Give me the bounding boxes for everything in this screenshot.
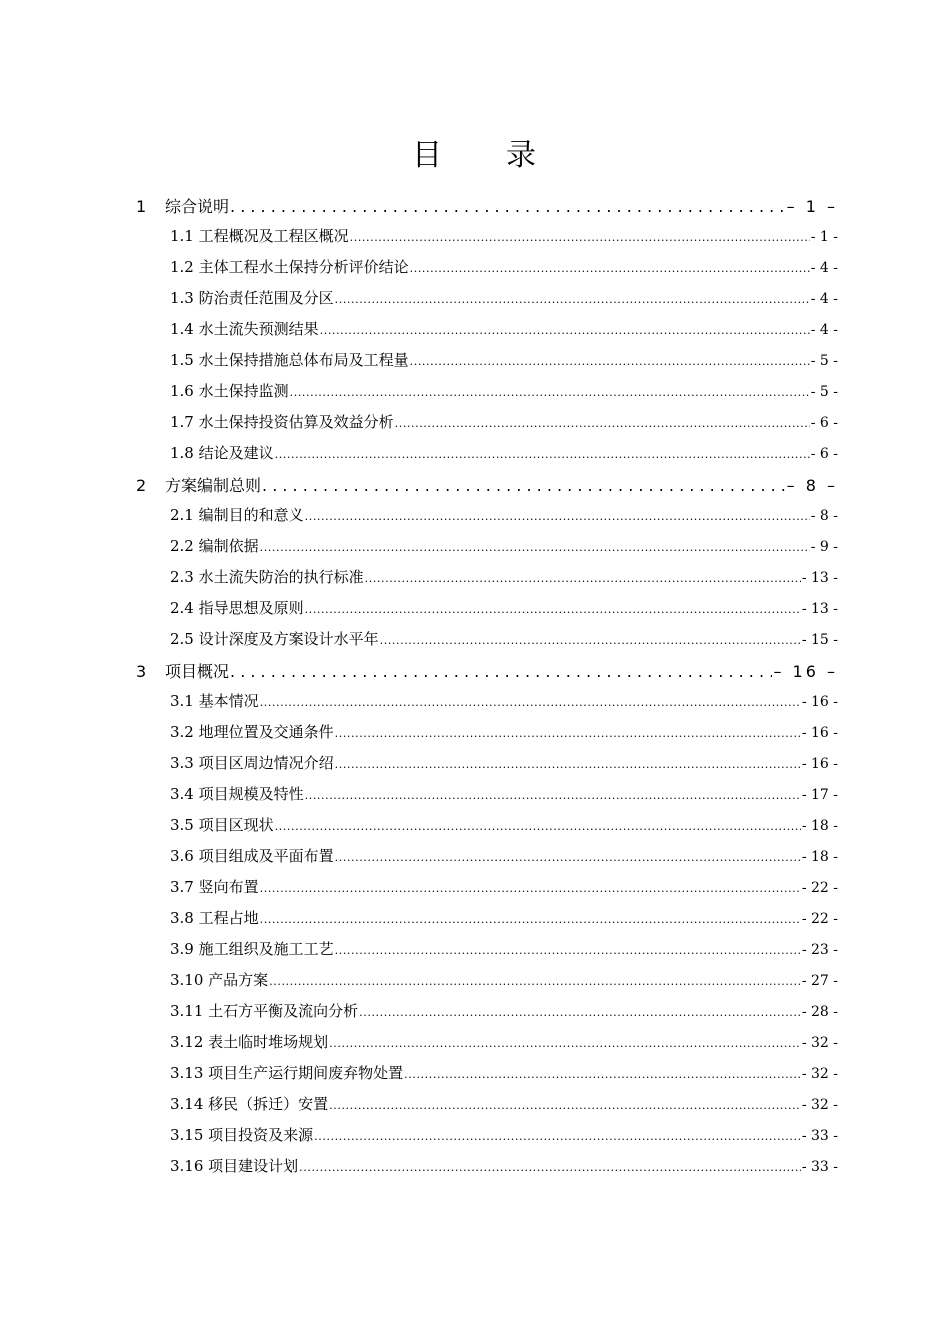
toc-entry-label: 3.7 竖向布置 <box>170 878 259 896</box>
toc-page-number: - 4 - <box>810 322 838 338</box>
toc-entry-label: 2.3 水土流失防治的执行标准 <box>170 568 364 586</box>
toc-section-entry[interactable] <box>170 814 838 835</box>
toc-entry-label: 综合说明 <box>165 197 230 216</box>
toc-entry-label: 方案编制总则 <box>165 476 262 495</box>
toc-page-number: – 8 – <box>786 476 838 495</box>
toc-page-number: - 32 - <box>801 1066 838 1082</box>
toc-page-number: - 16 - <box>801 694 838 710</box>
toc-title-left: 目 <box>412 138 444 173</box>
toc-section-entry[interactable] <box>170 566 838 587</box>
toc-dot-leader <box>365 572 801 585</box>
toc-dot-leader <box>380 634 801 647</box>
toc-dot-leader <box>335 851 801 864</box>
toc-dot-leader <box>335 727 801 740</box>
toc-section-entry[interactable] <box>170 1000 838 1021</box>
toc-dot-leader <box>410 355 810 368</box>
toc-dot-leader <box>305 603 801 616</box>
toc-entry-label: 1.7 水土保持投资估算及效益分析 <box>170 413 394 431</box>
toc-entry-label: 1.6 水土保持监测 <box>170 382 289 400</box>
toc-page-number: - 27 - <box>801 973 838 989</box>
toc-dot-leader <box>335 293 810 306</box>
toc-entry-label: 3.9 施工组织及施工工艺 <box>170 940 334 958</box>
toc-title-right: 录 <box>506 138 538 173</box>
toc-dot-leader <box>275 820 801 833</box>
toc-section-entry[interactable] <box>170 1031 838 1052</box>
toc-page-number: - 16 - <box>801 725 838 741</box>
toc-dot-leader <box>260 541 810 554</box>
toc-page-number: - 33 - <box>801 1128 838 1144</box>
toc-dot-leader <box>329 1099 801 1112</box>
toc-dot-leader <box>299 1161 801 1174</box>
toc-section-entry[interactable] <box>170 969 838 990</box>
toc-dot-leader <box>335 758 801 771</box>
toc-dot-leader <box>275 448 810 461</box>
toc-entry-label: 3.3 项目区周边情况介绍 <box>170 754 334 772</box>
toc-page-number: - 18 - <box>801 849 838 865</box>
toc-entry-label: 项目概况 <box>165 662 230 681</box>
toc-section-entry[interactable] <box>170 1155 838 1176</box>
toc-section-entry[interactable] <box>170 1062 838 1083</box>
toc-section-entry[interactable] <box>170 907 838 928</box>
toc-dot-leader <box>260 913 801 926</box>
toc-chapter-number: 1 <box>136 197 147 216</box>
toc-dot-leader <box>329 1037 801 1050</box>
toc-page-number: - 23 - <box>801 942 838 958</box>
toc-page-number: - 17 - <box>801 787 838 803</box>
toc-chapter-number: 3 <box>136 662 147 681</box>
toc-page-number: - 4 - <box>810 260 838 276</box>
toc-page-number: - 18 - <box>801 818 838 834</box>
toc-section-entry[interactable] <box>170 845 838 866</box>
toc-page-number: - 22 - <box>801 880 838 896</box>
toc-page-number: - 22 - <box>801 911 838 927</box>
toc-section-entry[interactable] <box>170 504 838 525</box>
toc-section-entry[interactable] <box>170 535 838 556</box>
toc-dot-leader <box>305 789 801 802</box>
toc-page-number: - 5 - <box>810 384 838 400</box>
toc-entry-label: 3.10 产品方案 <box>170 971 269 989</box>
toc-dot-leader <box>230 197 786 216</box>
toc-page-number: - 5 - <box>810 353 838 369</box>
toc-page-number: - 1 - <box>810 229 838 245</box>
toc-entry-label: 1.5 水土保持措施总体布局及工程量 <box>170 351 409 369</box>
toc-page-number: - 13 - <box>801 601 838 617</box>
toc-section-entry[interactable] <box>170 721 838 742</box>
toc-section-entry[interactable] <box>170 349 838 370</box>
toc-dot-leader <box>290 386 810 399</box>
toc-entry-label: 3.15 项目投资及来源 <box>170 1126 314 1144</box>
toc-section-entry[interactable] <box>170 597 838 618</box>
toc-section-entry[interactable] <box>170 225 838 246</box>
toc-page-number: - 33 - <box>801 1159 838 1175</box>
toc-page-number: - 9 - <box>810 539 838 555</box>
toc-entry-label: 3.4 项目规模及特性 <box>170 785 304 803</box>
toc-entry-label: 1.8 结论及建议 <box>170 444 274 462</box>
toc-section-entry[interactable] <box>170 628 838 649</box>
toc-entry-label: 2.1 编制目的和意义 <box>170 506 304 524</box>
toc-section-entry[interactable] <box>170 287 838 308</box>
toc-page-number: - 16 - <box>801 756 838 772</box>
toc-entry-label: 3.1 基本情况 <box>170 692 259 710</box>
toc-dot-leader <box>305 510 810 523</box>
toc-dot-leader <box>269 975 801 988</box>
toc-entry-label: 1.2 主体工程水土保持分析评价结论 <box>170 258 409 276</box>
toc-dot-leader <box>314 1130 801 1143</box>
toc-dot-leader <box>404 1068 801 1081</box>
toc-dot-leader <box>260 882 801 895</box>
toc-dot-leader <box>230 662 772 681</box>
toc-entry-label: 3.16 项目建设计划 <box>170 1157 299 1175</box>
toc-section-entry[interactable] <box>170 442 838 463</box>
toc-dot-leader <box>359 1006 801 1019</box>
toc-chapter-entry[interactable] <box>136 473 838 496</box>
toc-page-number: - 32 - <box>801 1097 838 1113</box>
toc-entry-label: 2.2 编制依据 <box>170 537 259 555</box>
toc-dot-leader <box>335 944 801 957</box>
toc-dot-leader <box>262 476 786 495</box>
toc-dot-leader <box>395 417 810 430</box>
toc-dot-leader <box>320 324 810 337</box>
toc-entry-label: 2.5 设计深度及方案设计水平年 <box>170 630 379 648</box>
toc-page-number: – 16 – <box>773 662 838 681</box>
toc-section-entry[interactable] <box>170 938 838 959</box>
toc-section-entry[interactable] <box>170 783 838 804</box>
toc-chapter-entry[interactable] <box>136 194 838 217</box>
toc-section-entry[interactable] <box>170 318 838 339</box>
toc-entry-label: 3.11 土石方平衡及流向分析 <box>170 1002 359 1020</box>
toc-entry-label: 2.4 指导思想及原则 <box>170 599 304 617</box>
toc-entry-label: 3.5 项目区现状 <box>170 816 274 834</box>
toc-section-entry[interactable] <box>170 752 838 773</box>
toc-page-number: - 32 - <box>801 1035 838 1051</box>
toc-title <box>0 130 950 174</box>
toc-page-number: - 13 - <box>801 570 838 586</box>
toc-page-number: - 8 - <box>810 508 838 524</box>
toc-entry-label: 3.13 项目生产运行期间废弃物处置 <box>170 1064 404 1082</box>
toc-dot-leader <box>260 696 801 709</box>
toc-entry-label: 3.14 移民（拆迁）安置 <box>170 1095 329 1113</box>
toc-section-entry[interactable] <box>170 256 838 277</box>
toc-dot-leader <box>410 262 810 275</box>
toc-entry-label: 1.4 水土流失预测结果 <box>170 320 319 338</box>
toc-section-entry[interactable] <box>170 411 838 432</box>
toc-entry-label: 3.8 工程占地 <box>170 909 259 927</box>
toc-page-number: - 28 - <box>801 1004 838 1020</box>
toc-section-entry[interactable] <box>170 1093 838 1114</box>
toc-page-number: - 4 - <box>810 291 838 307</box>
toc-entry-label: 3.2 地理位置及交通条件 <box>170 723 334 741</box>
toc-page-number: - 6 - <box>810 415 838 431</box>
toc-chapter-number: 2 <box>136 476 147 495</box>
toc-entry-label: 3.12 表土临时堆场规划 <box>170 1033 329 1051</box>
toc-section-entry[interactable] <box>170 690 838 711</box>
toc-entry-label: 3.6 项目组成及平面布置 <box>170 847 334 865</box>
toc-entry-label: 1.3 防治责任范围及分区 <box>170 289 334 307</box>
toc-chapter-entry[interactable] <box>136 659 838 682</box>
toc-section-entry[interactable] <box>170 876 838 897</box>
toc-section-entry[interactable] <box>170 380 838 401</box>
toc-page-number: – 1 – <box>786 197 838 216</box>
toc-dot-leader <box>350 231 810 244</box>
toc-page-number: - 15 - <box>801 632 838 648</box>
toc-section-entry[interactable] <box>170 1124 838 1145</box>
toc-page-number: - 6 - <box>810 446 838 462</box>
toc-entry-label: 1.1 工程概况及工程区概况 <box>170 227 349 245</box>
